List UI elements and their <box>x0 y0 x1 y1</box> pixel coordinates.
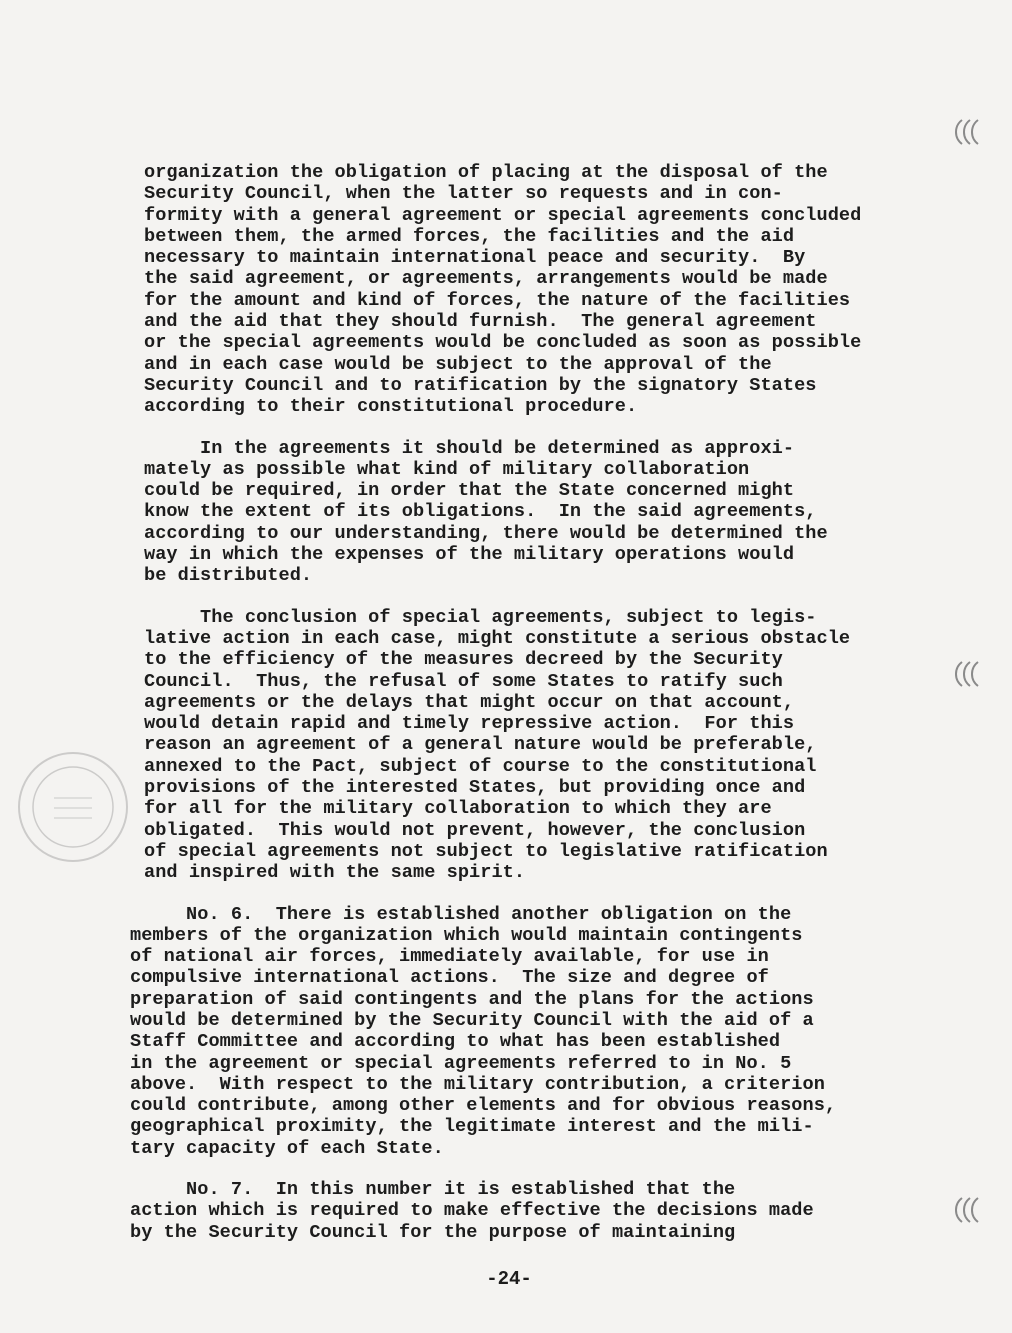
text-line: Security Council, when the latter so requests and in con- <box>144 183 783 205</box>
text-line: the said agreement, or agreements, arrangements would be made <box>144 268 828 290</box>
text-line: No. 7. In this number it is established that the <box>130 1179 736 1201</box>
text-line: could be required, in order that the State concerned might <box>144 480 795 502</box>
text-line: above. With respect to the military contribution, a criterion <box>130 1073 825 1095</box>
paragraph <box>130 162 970 418</box>
text-line: for the amount and kind of forces, the nature of the facilities <box>144 289 851 311</box>
text-line: would be determined by the Security Council with the aid of a <box>130 1009 814 1031</box>
text-line: preparation of said contingents and the plans for the actions <box>130 988 814 1010</box>
text-line: and in each case would be subject to the approval of the <box>144 353 772 375</box>
text-line: in the agreement or special agreements referred to in No. 5 <box>130 1052 792 1074</box>
text-line: according to their constitutional procedure. <box>144 396 638 418</box>
text-line: necessary to maintain international peace and security. By <box>144 247 806 269</box>
text-line: between them, the armed forces, the facilities and the aid <box>144 225 795 247</box>
paragraph <box>130 438 970 587</box>
text-line: and inspired with the same spirit. <box>144 862 526 884</box>
text-line: reason an agreement of a general nature would be preferable, <box>144 734 817 756</box>
page-number: -24- <box>486 1268 532 1290</box>
text-line: obligated. This would not prevent, however, the conclusion <box>144 819 806 841</box>
margin-mark-icon <box>952 118 986 146</box>
text-line: of special agreements not subject to legislative ratification <box>144 840 828 862</box>
text-line: compulsive international actions. The size and degree of <box>130 967 769 989</box>
text-line: agreements or the delays that might occur on that account, <box>144 691 795 713</box>
text-line: would detain rapid and timely repressive action. For this <box>144 713 795 735</box>
text-line: members of the organization which would maintain contingents <box>130 924 803 946</box>
text-line: lative action in each case, might constitute a serious obstacle <box>144 627 851 649</box>
document-body <box>130 162 970 1263</box>
text-line: be distributed. <box>144 565 313 587</box>
paragraph <box>130 607 970 884</box>
text-line: provisions of the interested States, but providing once and <box>144 777 806 799</box>
text-line: know the extent of its obligations. In the said agreements, <box>144 501 817 523</box>
paragraph <box>130 904 970 1160</box>
text-line: mately as possible what kind of military collaboration <box>144 458 750 480</box>
text-line: formity with a general agreement or special agreements concluded <box>144 204 862 226</box>
text-line: for all for the military collaboration to which they are <box>144 798 772 820</box>
text-line: according to our understanding, there would be determined the <box>144 522 828 544</box>
text-line: way in which the expenses of the military operations would <box>144 544 795 566</box>
text-line: by the Security Council for the purpose of maintaining <box>130 1221 736 1243</box>
text-line: In the agreements it should be determined as approxi- <box>144 437 795 459</box>
text-line: of national air forces, immediately available, for use in <box>130 946 769 968</box>
text-line: The conclusion of special agreements, subject to legis- <box>144 606 817 628</box>
paragraph <box>130 1179 970 1243</box>
text-line: Security Council and to ratification by the signatory States <box>144 374 817 396</box>
text-line: Council. Thus, the refusal of some States to ratify such <box>144 670 783 692</box>
text-line: to the efficiency of the measures decreed by the Security <box>144 649 783 671</box>
text-line: annexed to the Pact, subject of course to the constitutional <box>144 755 817 777</box>
text-line: action which is required to make effective the decisions made <box>130 1200 814 1222</box>
text-line: or the special agreements would be concluded as soon as possible <box>144 332 862 354</box>
text-line: could contribute, among other elements and for obvious reasons, <box>130 1095 837 1117</box>
archive-stamp-icon <box>14 748 132 866</box>
text-line: No. 6. There is established another obligation on the <box>130 903 792 925</box>
text-line: tary capacity of each State. <box>130 1137 444 1159</box>
text-line: geographical proximity, the legitimate interest and the mili- <box>130 1116 814 1138</box>
text-line: and the aid that they should furnish. The general agreement <box>144 311 817 333</box>
text-line: Staff Committee and according to what has been established <box>130 1031 781 1053</box>
text-line: organization the obligation of placing at the disposal of the <box>144 162 828 183</box>
